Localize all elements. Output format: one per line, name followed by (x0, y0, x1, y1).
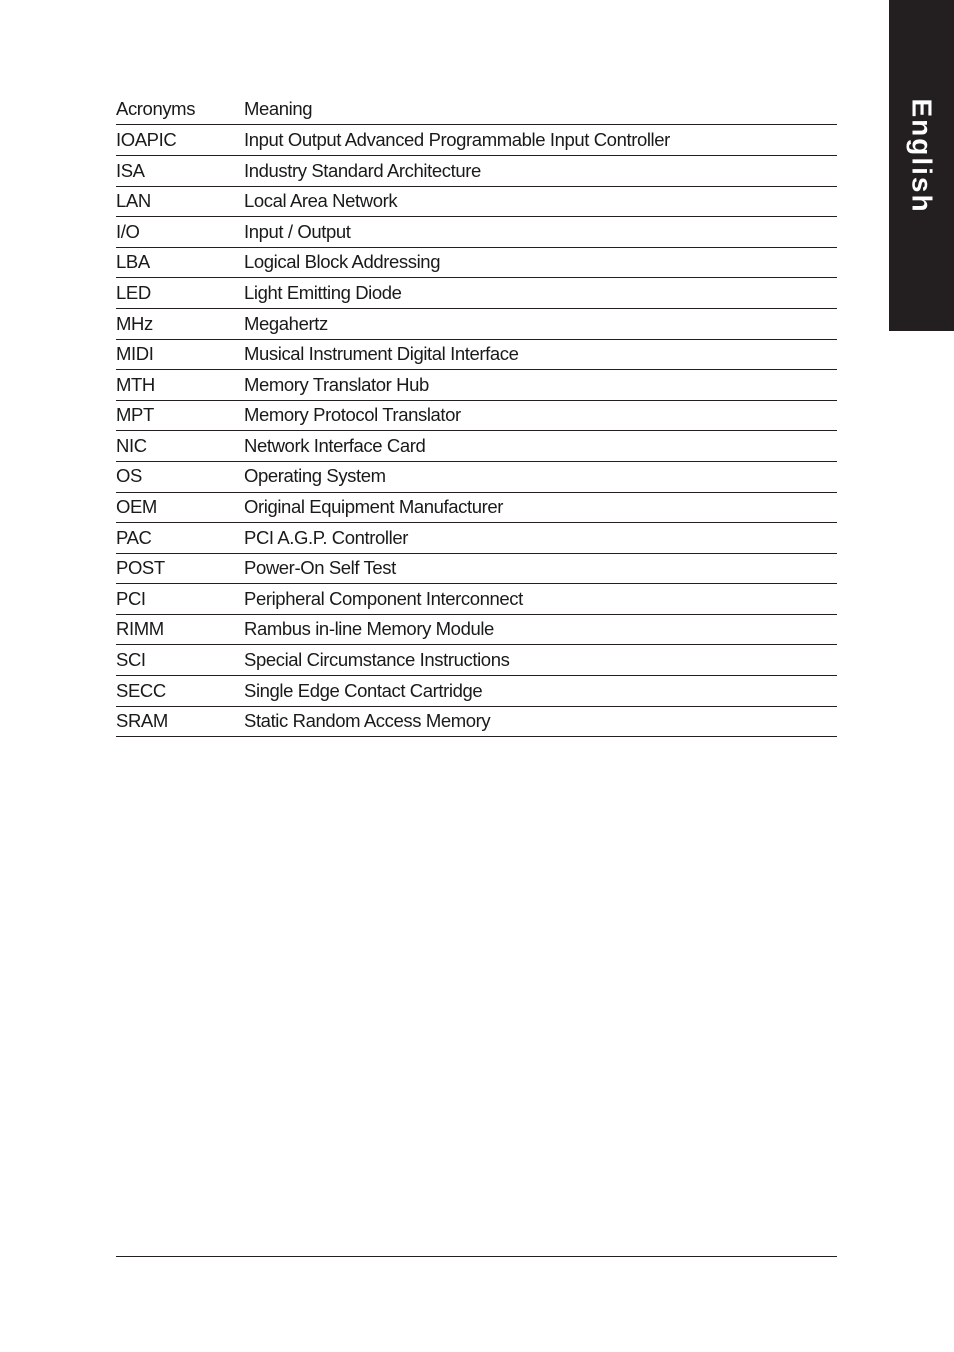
table-row (116, 248, 837, 279)
meaning-cell: Megahertz (244, 312, 328, 334)
table-body (116, 125, 837, 737)
meaning-cell: Input Output Advanced Programmable Input Controller (244, 128, 670, 150)
table-row (116, 493, 837, 524)
table-row (116, 187, 837, 218)
acronym-cell: NIC (116, 434, 147, 456)
acronym-cell: IOAPIC (116, 128, 177, 150)
acronym-cell: MTH (116, 373, 155, 395)
acronym-cell: PAC (116, 526, 152, 548)
meaning-cell: Input / Output (244, 220, 351, 242)
meaning-cell: Single Edge Contact Cartridge (244, 679, 483, 701)
meaning-cell: Light Emitting Diode (244, 281, 402, 303)
acronym-cell: RIMM (116, 618, 164, 640)
acronym-cell: SRAM (116, 710, 168, 732)
acronym-cell: PCI (116, 587, 146, 609)
meaning-cell: Static Random Access Memory (244, 710, 491, 732)
meaning-cell: Network Interface Card (244, 434, 426, 456)
acronym-cell: OEM (116, 496, 157, 518)
table-row (116, 401, 837, 432)
footer-rule (116, 1256, 837, 1257)
table-row (116, 523, 837, 554)
acronym-cell: OS (116, 465, 142, 487)
meaning-cell: Local Area Network (244, 190, 398, 212)
table-row (116, 645, 837, 676)
meaning-cell: PCI A.G.P. Controller (244, 526, 408, 548)
table-row (116, 125, 837, 156)
table-row (116, 431, 837, 462)
acronym-cell: LED (116, 281, 151, 303)
meaning-cell: Memory Protocol Translator (244, 404, 461, 426)
acronym-cell: MPT (116, 404, 154, 426)
meaning-cell: Logical Block Addressing (244, 251, 441, 273)
acronym-cell: ISA (116, 159, 145, 181)
acronym-cell: SCI (116, 649, 146, 671)
meaning-cell: Memory Translator Hub (244, 373, 429, 395)
table-row (116, 554, 837, 585)
table-header-row (116, 94, 837, 125)
meaning-cell: Power-On Self Test (244, 557, 396, 579)
table-row (116, 676, 837, 707)
header-acronyms: Acronyms (116, 97, 196, 119)
table-row (116, 462, 837, 493)
table-row (116, 370, 837, 401)
table-row (116, 707, 837, 738)
acronym-cell: LAN (116, 190, 151, 212)
language-tab-label: English (906, 97, 938, 214)
meaning-cell: Special Circumstance Instructions (244, 649, 510, 671)
meaning-cell: Peripheral Component Interconnect (244, 587, 523, 609)
table-row (116, 278, 837, 309)
acronym-cell: SECC (116, 679, 166, 701)
table-row (116, 156, 837, 187)
acronym-cell: I/O (116, 220, 140, 242)
acronym-cell: POST (116, 557, 165, 579)
table-row (116, 584, 837, 615)
meaning-cell: Musical Instrument Digital Interface (244, 343, 519, 365)
language-side-tab (889, 0, 954, 331)
table-row (116, 217, 837, 248)
table-row (116, 615, 837, 646)
acronym-table (116, 94, 837, 737)
meaning-cell: Operating System (244, 465, 386, 487)
acronym-cell: MHz (116, 312, 153, 334)
table-row (116, 340, 837, 371)
acronym-cell: LBA (116, 251, 150, 273)
meaning-cell: Industry Standard Architecture (244, 159, 481, 181)
meaning-cell: Original Equipment Manufacturer (244, 496, 504, 518)
header-meaning: Meaning (244, 97, 313, 119)
table-row (116, 309, 837, 340)
meaning-cell: Rambus in-line Memory Module (244, 618, 494, 640)
acronym-cell: MIDI (116, 343, 154, 365)
